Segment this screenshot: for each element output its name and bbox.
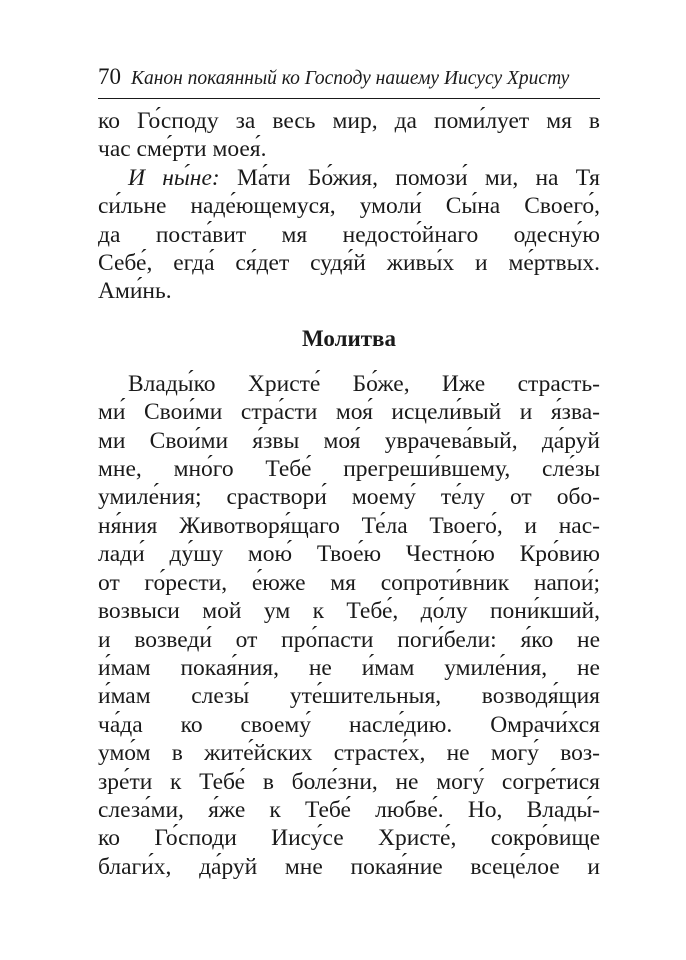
prayer-heading: Молитва [302, 325, 396, 351]
text-line: ча́да ко своему́ насле́дию. Омрачи́хся [98, 711, 600, 738]
text-line: ми Свои́ми я́звы моя́ уврачева́вый, да́руй [98, 427, 600, 454]
text-line: и возведи́ от про́пасти поги́бели: я́ко не [98, 626, 600, 653]
text-line: час сме́рти моея́. [98, 136, 267, 163]
text-line: си́льне наде́ющемуся, умоли́ Сы́на Своего́, [98, 193, 600, 220]
running-title: Канон покаянный ко Господу нашему Иисусу Христу [131, 68, 570, 89]
text-line: и́мам покая́ния, не и́мам умиле́ния, не [98, 654, 600, 681]
text-line: ко Го́споду за весь мир, да поми́лует мя в [98, 108, 600, 134]
rubric-and-now: И ны́не: [128, 164, 220, 191]
intro-text [98, 107, 600, 306]
text-line: ми́ Свои́ми стра́сти моя́ исцели́вый и я́зва- [98, 399, 600, 426]
text-line: ко Го́споди Иису́се Христе́, сокро́вище [98, 825, 600, 852]
text-line: мне, мно́го Тебе́ прегреши́вшему, сле́зы [98, 456, 600, 483]
book-page [98, 64, 600, 881]
text-line: Ами́нь. [98, 278, 172, 305]
text-line: благи́х, да́руй мне покая́ние всеце́лое и [98, 853, 600, 880]
text-line: ня́ния Животворя́щаго Те́ла Твоего́, и нас- [98, 512, 600, 539]
text-line: возвыси мой ум к Тебе́, до́лу пони́кший, [98, 598, 600, 625]
text-line: от го́рести, е́юже мя сопроти́вник напои́; [98, 569, 600, 596]
text-line: Себе́, егда́ ся́дет судя́й живы́х и ме́ртвых. [98, 250, 600, 277]
text-line: Влады́ко Христе́ Бо́же, Иже страсть- [128, 370, 600, 397]
text-line: умо́м в жите́йских страсте́х, не могу́ воз- [98, 740, 600, 767]
text-line: слеза́ми, я́же к Тебе́ любве́. Но, Влады́- [98, 796, 600, 823]
text-line-rest: Ма́ти Бо́жия, помози́ ми, на Тя [219, 164, 600, 191]
page-number: 70 [98, 64, 121, 89]
text-line: умиле́ния; сраствори́ моему́ те́лу от обо- [98, 484, 600, 511]
text-line: зре́ти к Тебе́ в боле́зни, не могу́ согре́тися [98, 768, 600, 795]
text-line: да поста́вит мя недосто́йнаго одесну́ю [98, 221, 600, 248]
text-line: и́мам слезы́ уте́шительныя, возводя́щия [98, 683, 600, 710]
text-line [98, 164, 600, 192]
text-line: лади́ ду́шу мою́ Твое́ю Честно́ю Кро́вию [98, 541, 600, 568]
running-head [98, 64, 600, 99]
prayer-text [98, 370, 600, 881]
